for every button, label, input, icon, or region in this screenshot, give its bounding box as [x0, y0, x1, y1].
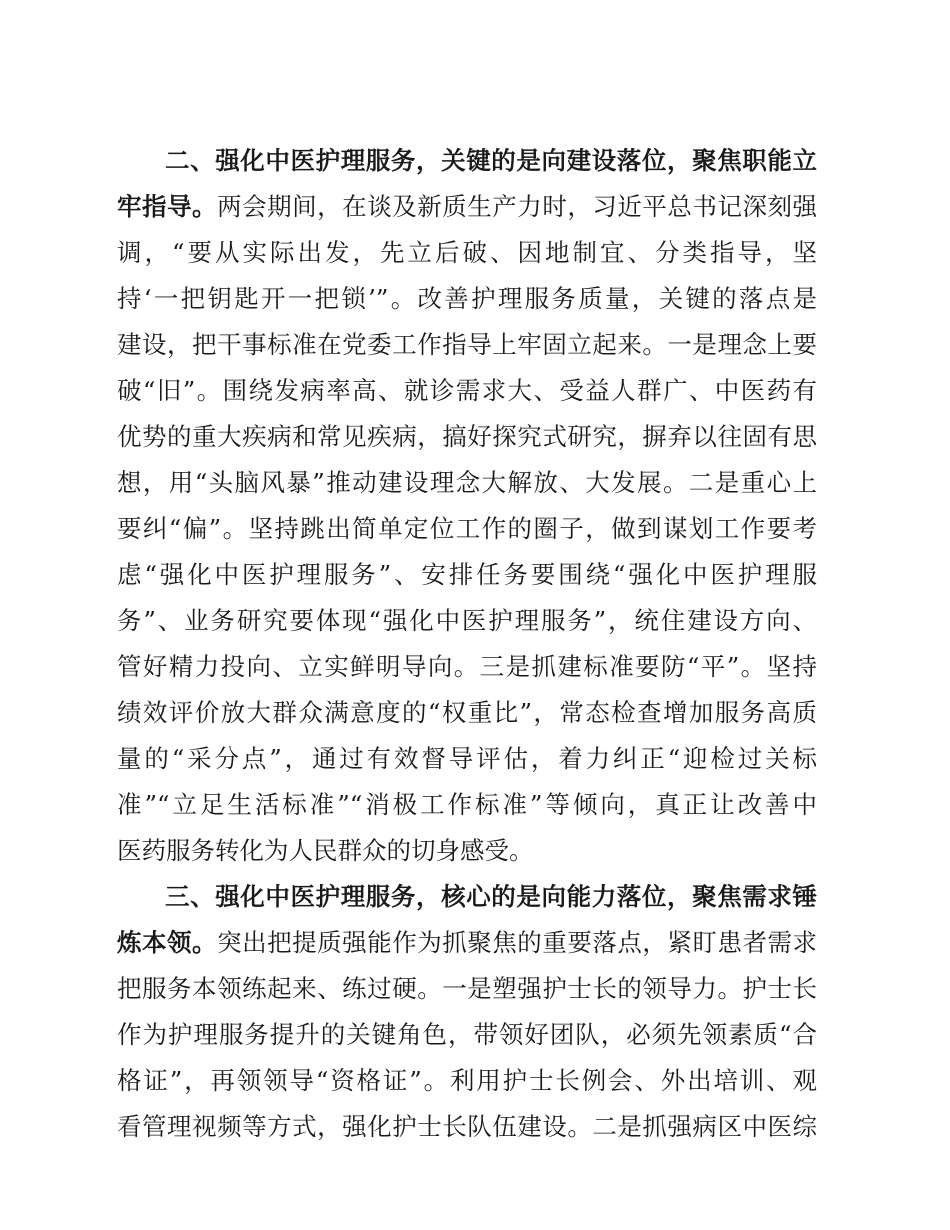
body-text: 突出把提质强能作为抓聚焦的重要落点，紧盯患者需求 — [217, 928, 818, 957]
text-line — [117, 828, 817, 874]
text-line — [117, 644, 817, 690]
body-text: 调，“要从实际出发，先立后破、因地制宜、分类指导，坚 — [117, 238, 817, 267]
text-line — [117, 460, 817, 506]
body-text: 要纠“偏”。坚持跳出简单定位工作的圈子，做到谋划工作要考 — [117, 514, 817, 543]
body-text: 准”“立足生活标准”“消极工作标准”等倾向，真正让改善中 — [117, 790, 817, 819]
text-line — [117, 230, 817, 276]
text-line — [117, 690, 817, 736]
body-text: 量的“采分点”，通过有效督导评估，着力纠正“迎检过关标 — [117, 744, 817, 773]
body-text: 绩效评价放大群众满意度的“权重比”，常态检查增加服务高质 — [117, 698, 817, 727]
paragraph — [117, 874, 817, 1150]
body-text: 把服务本领练起来、练过硬。一是塑强护士长的领导力。护士长 — [117, 974, 817, 1003]
body-text: 医药服务转化为人民群众的切身感受。 — [117, 836, 534, 865]
body-text: 两会期间，在谈及新质生产力时，习近平总书记深刻强 — [217, 192, 818, 221]
text-line — [117, 552, 817, 598]
document-body — [117, 138, 817, 1150]
body-text: 优势的重大疾病和常见疾病，搞好探究式研究，摒弃以往固有思 — [117, 422, 817, 451]
text-line — [117, 322, 817, 368]
text-line — [117, 874, 817, 920]
text-line — [117, 736, 817, 782]
body-text: 务”、业务研究要体现“强化中医护理服务”，统住建设方向、 — [117, 606, 817, 635]
text-line — [117, 414, 817, 460]
text-line — [117, 368, 817, 414]
text-line — [117, 138, 817, 184]
body-text: 看管理视频等方式，强化护士长队伍建设。二是抓强病区中医综 — [117, 1112, 817, 1141]
bold-heading-text: 炼本领。 — [117, 928, 218, 957]
body-text: 建设，把干事标准在党委工作指导上牢固立起来。一是理念上要 — [117, 330, 817, 359]
bold-heading-text: 牢指导。 — [117, 192, 218, 221]
text-line — [117, 598, 817, 644]
text-line — [117, 966, 817, 1012]
text-line — [117, 782, 817, 828]
body-text: 想，用“头脑风暴”推动建设理念大解放、大发展。二是重心上 — [117, 468, 817, 497]
text-line — [117, 1058, 817, 1104]
body-text: 破“旧”。围绕发病率高、就诊需求大、受益人群广、中医药有 — [117, 376, 817, 405]
text-line — [117, 920, 817, 966]
bold-heading-text: 三、强化中医护理服务，核心的是向能力落位，聚焦需求锤 — [165, 882, 817, 911]
body-text: 作为护理服务提升的关键角色，带领好团队，必须先领素质“合 — [117, 1020, 817, 1049]
body-text: 持‘一把钥匙开一把锁’”。改善护理服务质量，关键的落点是 — [117, 284, 817, 313]
text-line — [117, 1104, 817, 1150]
paragraph — [117, 138, 817, 874]
bold-heading-text: 二、强化中医护理服务，关键的是向建设落位，聚焦职能立 — [165, 146, 817, 175]
text-line — [117, 1012, 817, 1058]
body-text: 虑“强化中医护理服务”、安排任务要围绕“强化中医护理服 — [117, 560, 817, 589]
text-line — [117, 276, 817, 322]
body-text: 格证”，再领领导“资格证”。利用护士长例会、外出培训、观 — [117, 1066, 817, 1095]
text-line — [117, 184, 817, 230]
text-line — [117, 506, 817, 552]
body-text: 管好精力投向、立实鲜明导向。三是抓建标准要防“平”。坚持 — [117, 652, 817, 681]
